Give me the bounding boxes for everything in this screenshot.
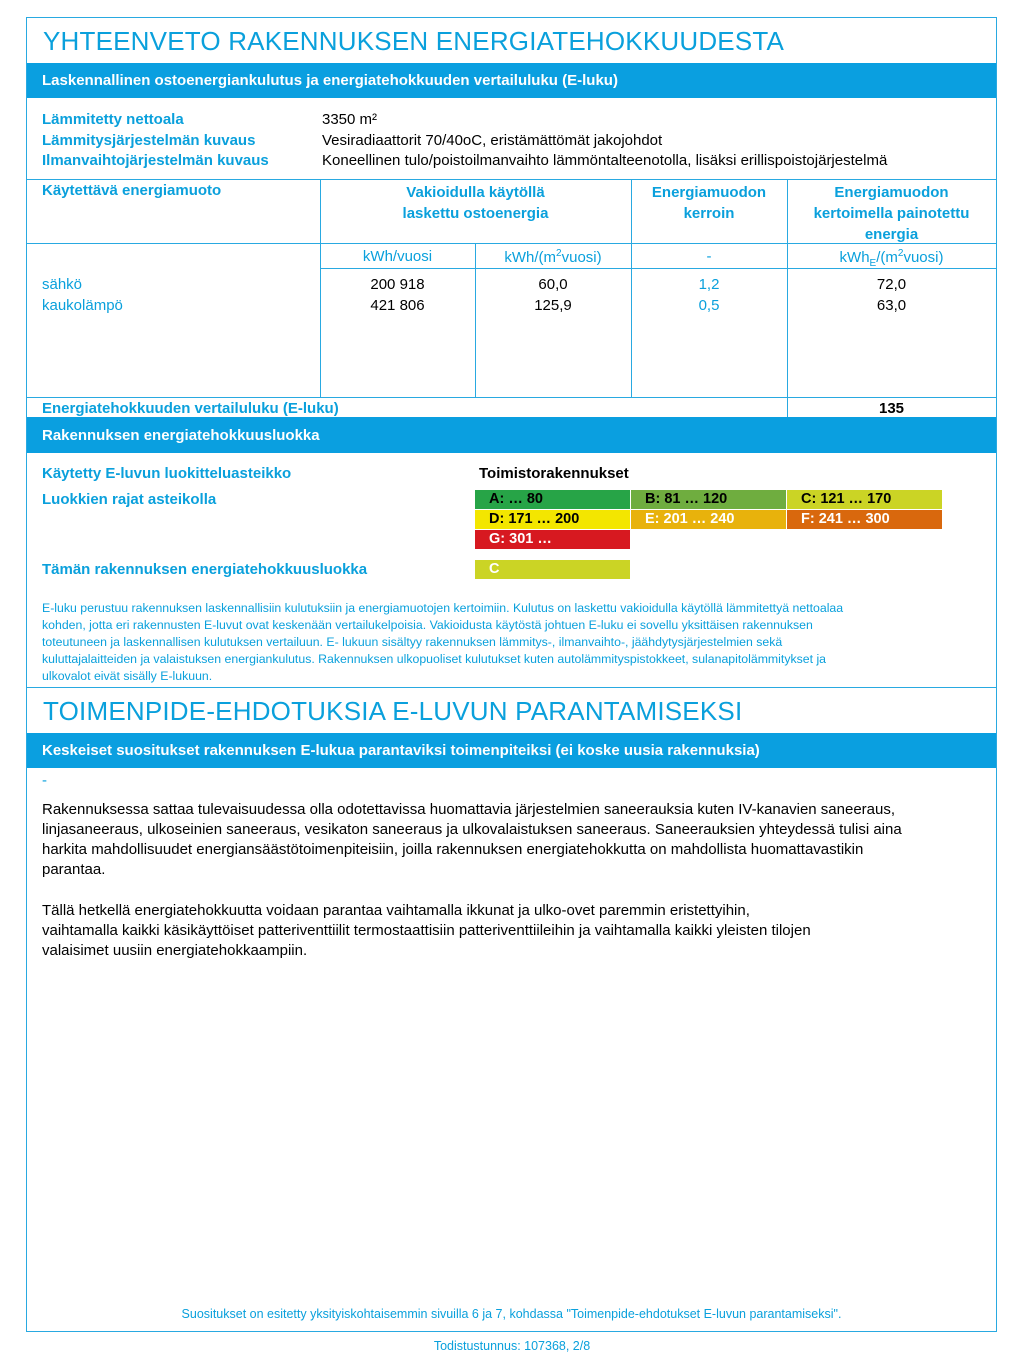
info-value-area: 3350 m² bbox=[322, 111, 378, 128]
row-kwhm2-electricity: 60,0 bbox=[538, 276, 568, 293]
recommendations-paragraph-2 bbox=[42, 901, 972, 961]
para1-line-4: parantaa. bbox=[42, 861, 106, 878]
unit-kwhe-sub: E bbox=[869, 258, 877, 269]
col-header-purchased bbox=[320, 182, 631, 224]
info-value-heating: Vesiradiaattorit 70/40oC, eristämättömät jakojohdot bbox=[322, 132, 663, 149]
limits-label: Luokkien rajat asteikolla bbox=[42, 491, 217, 508]
para2-line-3: valaisimet uusiin energiatehokkaampiin. bbox=[42, 942, 308, 959]
unit-kwhe-b: /(m bbox=[876, 249, 898, 266]
section-divider bbox=[27, 687, 996, 688]
col-header-purchased-line1: Vakioidulla käytöllä bbox=[406, 184, 545, 201]
unit-kwh-m2-sup: 2 bbox=[556, 248, 562, 259]
recommendations-dash: - bbox=[42, 772, 47, 789]
para1-line-3: harkita mahdollisuudet energiansäästötoimenpiteisiin, joilla rakennuksen energiatehokkutta on mahdollista huomattavastikin bbox=[42, 841, 864, 858]
table-col-divider-2 bbox=[475, 243, 476, 397]
class-b-box: B: 81 … 120 bbox=[631, 490, 786, 509]
row-kwh-district-heat: 421 806 bbox=[370, 297, 425, 314]
class-f-box: F: 241 … 300 bbox=[787, 510, 942, 529]
recommendations-footer-note: Suositukset on esitetty yksityiskohtaisemmin sivuilla 6 ja 7, kohdassa "Toimenpide-ehdotukset E-luvun parantamiseksi". bbox=[181, 1307, 842, 1321]
scale-label: Käytetty E-luvun luokitteluasteikko bbox=[42, 465, 292, 482]
table-bottom-line bbox=[27, 397, 996, 398]
row-name-electricity: sähkö bbox=[42, 276, 83, 293]
note-line-1: E-luku perustuu rakennuksen laskennallisiin kulutuksiin ja energiamuotojen kertoimiin. Kulutus on laskettu vakioidulla käytöllä lämmitettyä nettoalaa bbox=[42, 601, 844, 615]
class-c-box: C: 121 … 170 bbox=[787, 490, 942, 509]
building-class-label: Tämän rakennuksen energiatehokkuusluokka bbox=[42, 561, 368, 578]
para2-line-2: vaihtamalla kaikki käsikäyttöiset patteriventtiilit termostaattisiin patteriventtiileihin ja vaihtamalla kaikki yleisten tilojen bbox=[42, 922, 811, 939]
unit-kwh-m2-c: vuosi) bbox=[561, 249, 602, 266]
col-header-factor-line1: Energiamuodon bbox=[651, 184, 767, 201]
unit-kwh-year: kWh/vuosi bbox=[362, 248, 433, 265]
unit-kwh-m2 bbox=[475, 248, 631, 266]
improvements-title: TOIMENPIDE-EHDOTUKSIA E-LUVUN PARANTAMISEKSI bbox=[43, 696, 743, 726]
info-label-heating: Lämmitysjärjestelmän kuvaus bbox=[42, 132, 256, 149]
info-label-area: Lämmitetty nettoala bbox=[42, 111, 184, 128]
section-header-recommendations: Keskeiset suositukset rakennuksen E-lukua parantaviksi toimenpiteiksi (ei koske uusia rakennuksia) bbox=[27, 733, 996, 768]
section-header-eluku: Laskennallinen ostoenergiankulutus ja energiatehokkuuden vertailuluku (E-luku) bbox=[27, 63, 996, 98]
section-header-class: Rakennuksen energiatehokkuusluokka bbox=[27, 417, 996, 453]
class-g-box: G: 301 … bbox=[475, 530, 630, 549]
row-weighted-district-heat: 63,0 bbox=[876, 297, 907, 314]
eluku-note bbox=[42, 600, 942, 685]
recommendations-paragraph-1 bbox=[42, 800, 972, 880]
info-label-ventilation: Ilmanvaihtojärjestelmän kuvaus bbox=[42, 152, 269, 169]
row-kwhm2-district-heat: 125,9 bbox=[534, 297, 572, 314]
eluku-value: 135 bbox=[878, 400, 905, 417]
info-value-ventilation: Koneellinen tulo/poistoilmanvaihto lämmöntalteenotolla, lisäksi erillispoistojärjestelmä bbox=[322, 152, 888, 169]
col-header-weighted-line2: kertoimella painotettu bbox=[813, 205, 970, 222]
note-line-4: kuluttajalaitteiden ja valaistuksen energiankulutus. Rakennuksen ulkopuoliset kulutukset kuten autolämmityspistokkeet, sulanapitolämmitykset ja bbox=[42, 652, 827, 666]
unit-kwh-m2-a: kWh/(m bbox=[504, 249, 557, 266]
unit-factor: - bbox=[706, 248, 712, 265]
class-d-box: D: 171 … 200 bbox=[475, 510, 630, 529]
note-line-3: toteutuneen ja laskennallisen kulutuksen vertailuun. E- lukuun sisältyy rakennuksen lämmitys-, ilmanvaihto-, jäähdytysjärjestelmien sekä bbox=[42, 635, 783, 649]
para2-line-1: Tällä hetkellä energiatehokkuutta voidaan parantaa vaihtamalla ikkunat ja ulko-ovet paremmin eristettyihin, bbox=[42, 902, 750, 919]
note-line-5: ulkovalot eivät sisälly E-lukuun. bbox=[42, 669, 213, 683]
row-kwh-electricity: 200 918 bbox=[370, 276, 425, 293]
row-weighted-electricity: 72,0 bbox=[876, 276, 907, 293]
col-header-weighted-line3: energia bbox=[864, 226, 919, 243]
unit-kwhe bbox=[787, 248, 996, 269]
col-header-weighted-line1: Energiamuodon bbox=[834, 184, 949, 201]
class-a-box: A: … 80 bbox=[475, 490, 630, 509]
unit-kwhe-c: vuosi) bbox=[903, 249, 944, 266]
page-footer: Todistustunnus: 107368, 2/8 bbox=[433, 1339, 591, 1353]
eluku-label: Energiatehokkuuden vertailuluku (E-luku) bbox=[42, 400, 339, 417]
unit-kwhe-a: kWh bbox=[839, 249, 870, 266]
note-line-2: kohden, jotta eri rakennusten E-luvut ovat keskenään vertailukelpoisia. Vakioidusta käytöstä johtuen E-luku ei sovellu yksittäisen rakennuksen bbox=[42, 618, 813, 632]
col-header-energy-form: Käytettävä energiamuoto bbox=[42, 182, 222, 199]
table-top-line bbox=[27, 179, 996, 180]
col-header-factor-line2: kerroin bbox=[683, 205, 735, 222]
col-header-purchased-line2: laskettu ostoenergia bbox=[402, 205, 549, 222]
building-class-box: C bbox=[475, 560, 630, 579]
unit-kwhe-sup: 2 bbox=[897, 248, 904, 259]
page-title: YHTEENVETO RAKENNUKSEN ENERGIATEHOKKUUDESTA bbox=[43, 26, 785, 56]
row-factor-district-heat: 0,5 bbox=[698, 297, 720, 314]
scale-value: Toimistorakennukset bbox=[479, 465, 629, 482]
para1-line-1: Rakennuksessa sattaa tulevaisuudessa olla odotettavissa huomattavia järjestelmien saneerauksia kuten IV-kanavien saneeraus, bbox=[42, 801, 896, 818]
row-name-district-heat: kaukolämpö bbox=[42, 297, 123, 314]
row-factor-electricity: 1,2 bbox=[698, 276, 720, 293]
class-e-box: E: 201 … 240 bbox=[631, 510, 786, 529]
para1-line-2: linjasaneeraus, ulkoseinien saneeraus, vesikaton saneeraus ja ulkovalaistuksen saneeraus. Saneerauksien yhteydessä tulisi aina bbox=[42, 821, 902, 838]
col-header-weighted bbox=[787, 182, 996, 245]
col-header-factor bbox=[631, 182, 787, 224]
